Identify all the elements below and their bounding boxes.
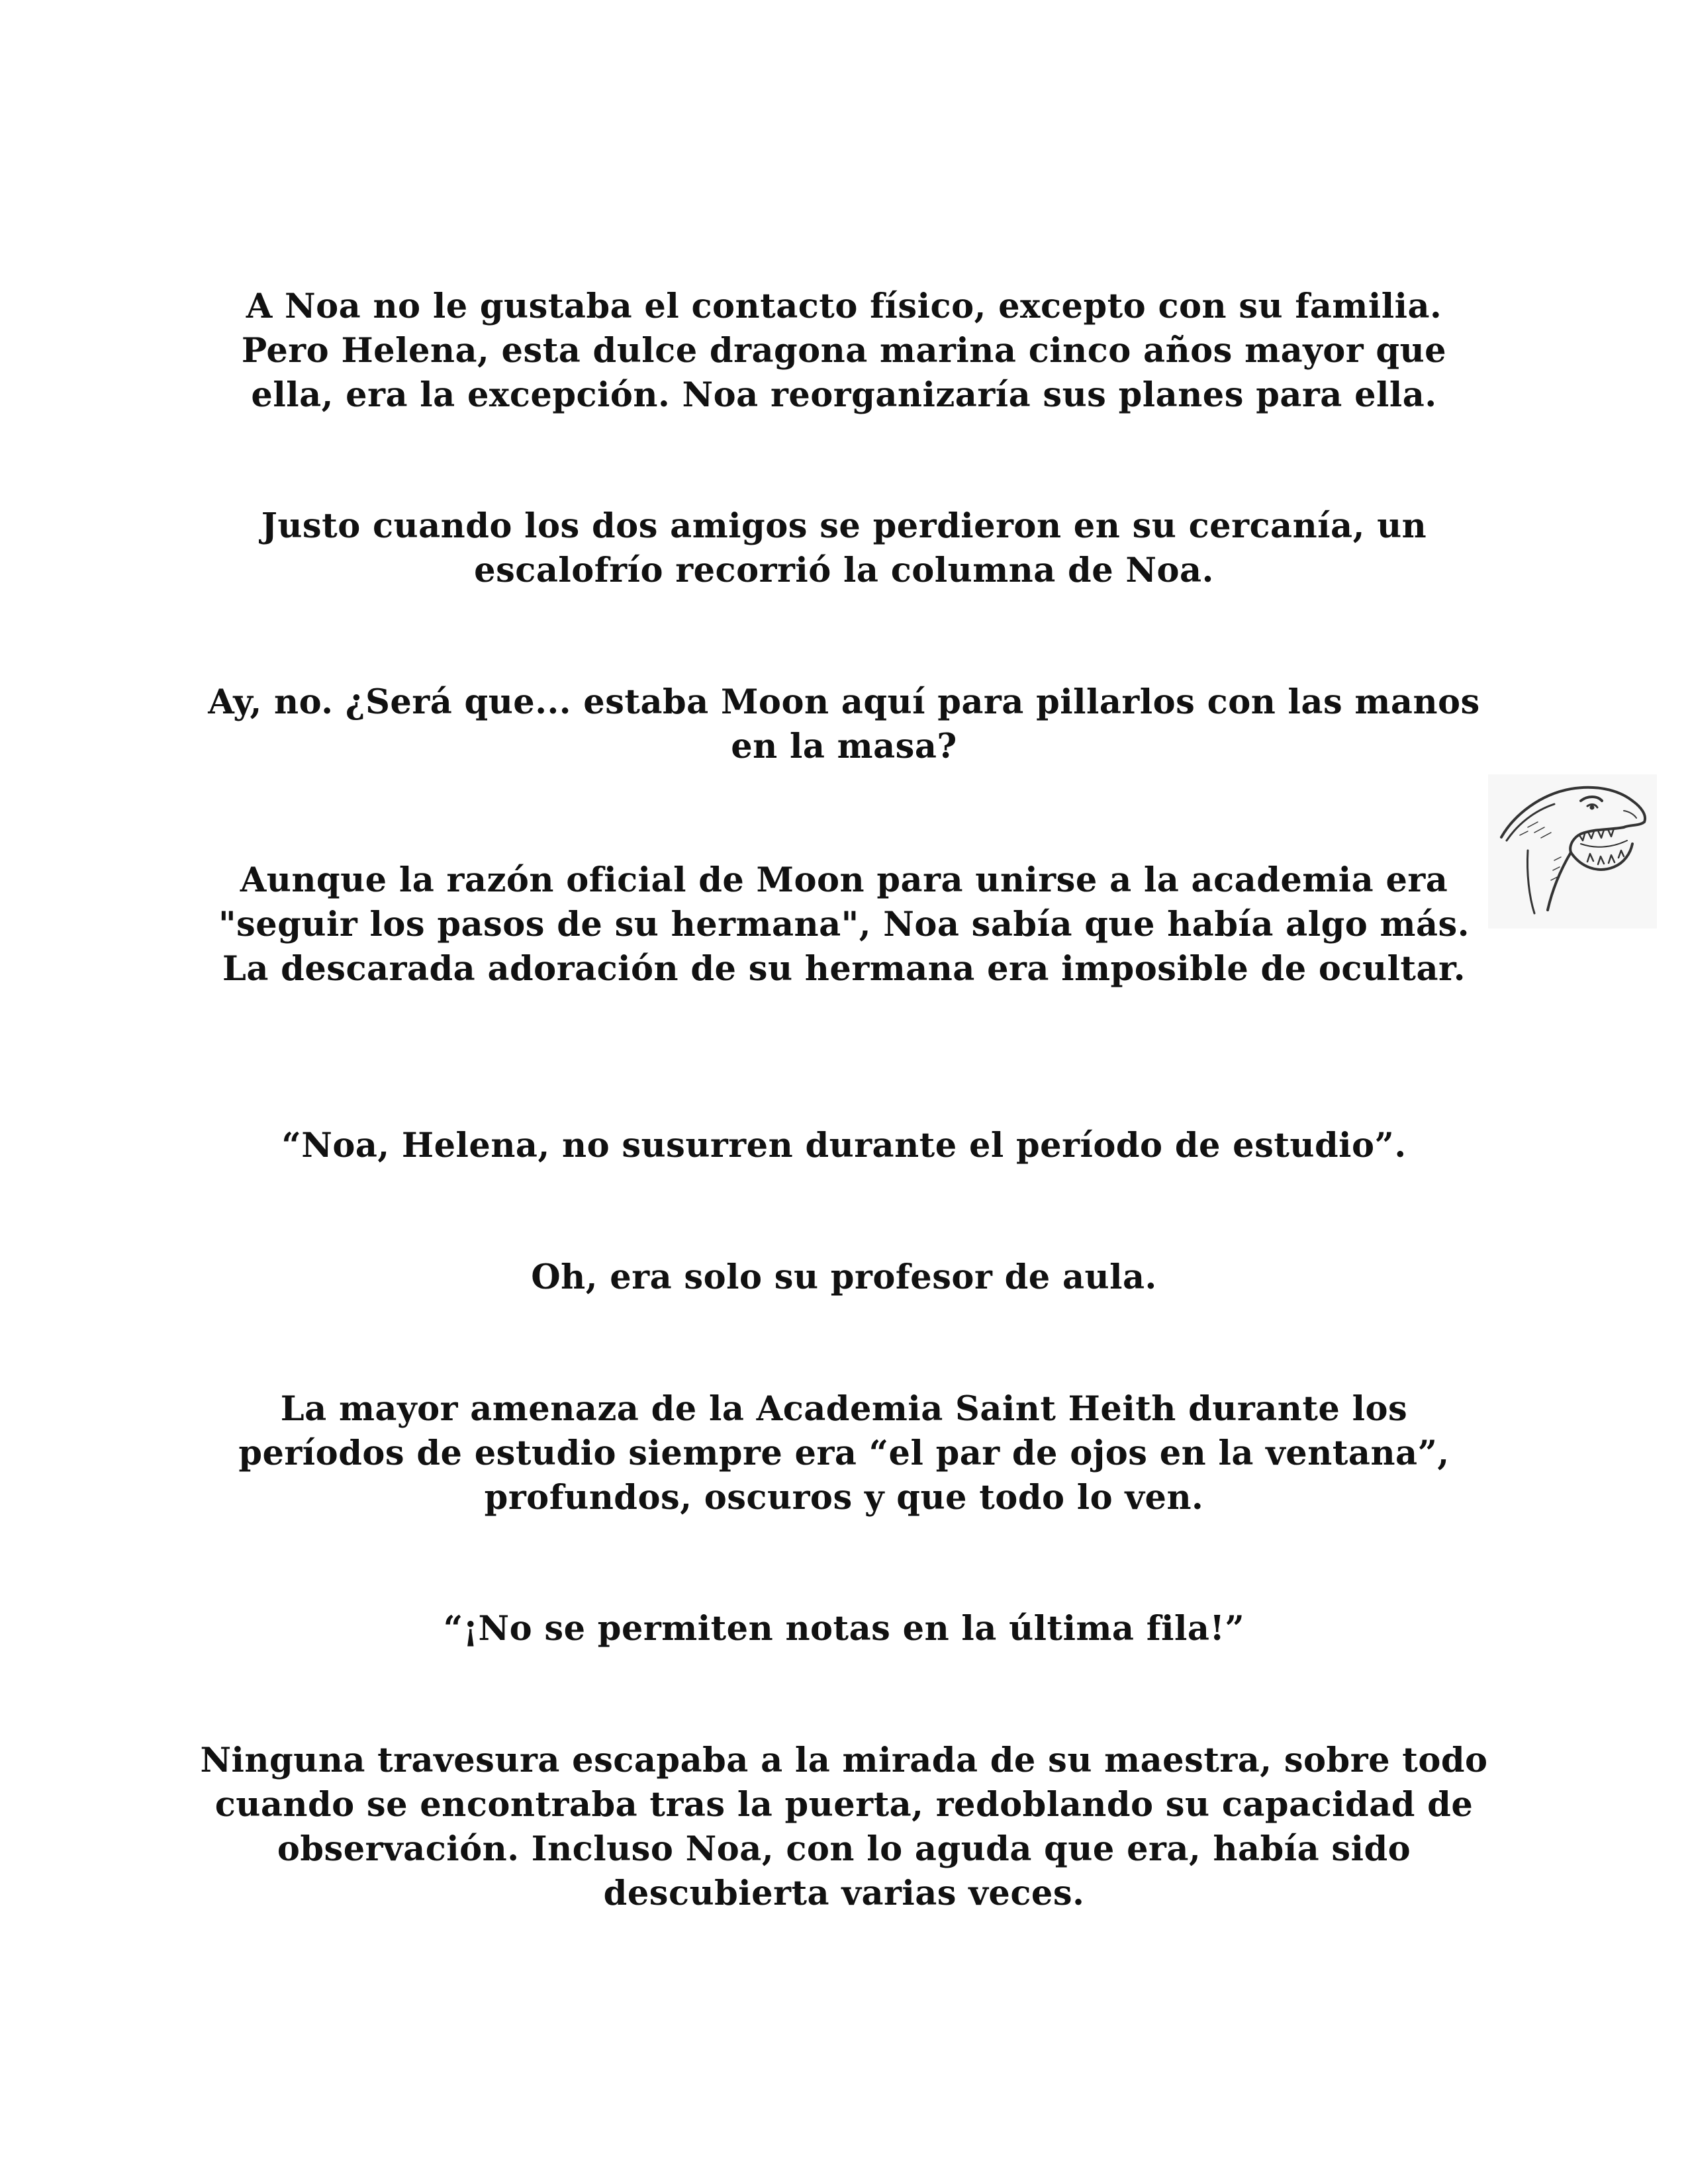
dinosaur-head-sketch-icon (1488, 774, 1657, 929)
paragraph-1: A Noa no le gustaba el contacto físico, excepto con su familia. Pero Helena, esta dulce dragona marina cinco años mayor que ella, era la excepción. Noa reorganizaría sus planes para ella. (241, 287, 1447, 415)
paragraph-5: “Noa, Helena, no susurren durante el período de estudio”. (281, 1126, 1407, 1165)
paragraph-3: Ay, no. ¿Será que... estaba Moon aquí para pillarlos con las manos en la masa? (208, 682, 1480, 766)
paragraph-9: Ninguna travesura escapaba a la mirada de su maestra, sobre todo cuando se encontraba tras la puerta, redoblando su capacidad de observación. Incluso Noa, con lo aguda que era, había sido descubierta varias veces. (200, 1741, 1488, 1913)
paragraph-8: “¡No se permiten notas en la última fila!” (443, 1609, 1245, 1649)
paragraph-6: Oh, era solo su profesor de aula. (531, 1257, 1157, 1297)
paragraph-2: Justo cuando los dos amigos se perdieron en su cercanía, un escalofrío recorrió la columna de Noa. (261, 506, 1427, 590)
paragraph-7: La mayor amenaza de la Academia Saint Heith durante los períodos de estudio siempre era “el par de ojos en la ventana”, profundos, oscuros y que todo lo ven. (238, 1389, 1450, 1518)
paragraph-4: Aunque la razón oficial de Moon para unirse a la academia era "seguir los pasos de su hermana", Noa sabía que había algo más. La descarada adoración de su hermana era imposible de ocultar. (218, 860, 1470, 989)
